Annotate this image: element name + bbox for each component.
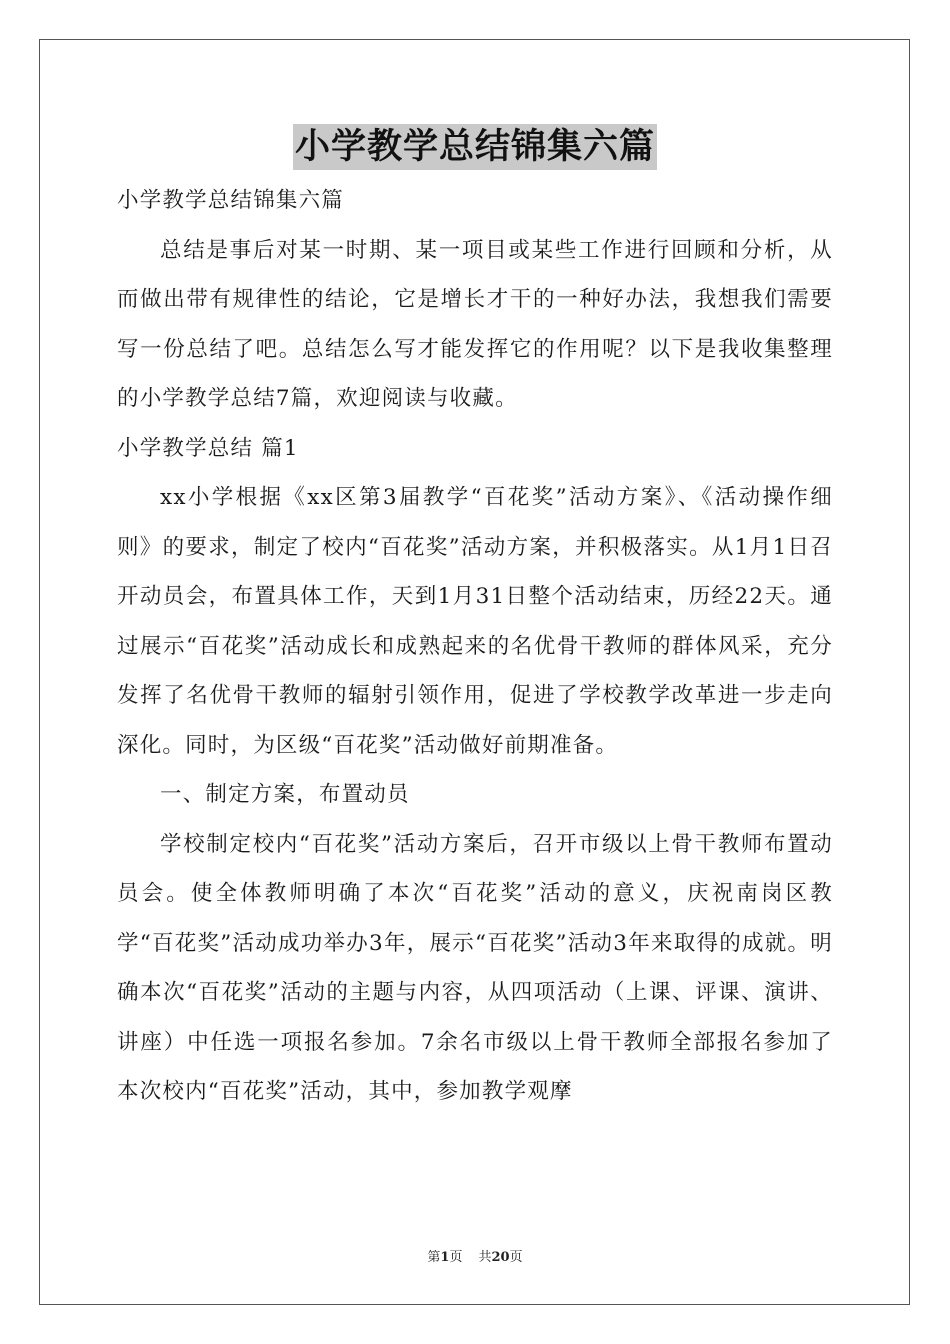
footer-page-number: 1	[440, 1250, 450, 1265]
footer-total-pages: 20	[491, 1250, 510, 1265]
footer-page-suffix: 页	[449, 1250, 463, 1265]
paragraph: xx小学根据《xx区第3届教学“百花奖”活动方案》、《活动操作细则》的要求，制定了校内“百花奖”活动方案，并积极落实。从1月1日召开动员会，布置具体工作，天到1月31日整个活动结束，历经22天。通过展示“百花奖”活动成长和成熟起来的名优骨干教师的群体风采，充分发挥了名优骨干教师的辐射引领作用，促进了学校教学改革进一步走向深化。同时，为区级“百花奖”活动做好前期准备。	[117, 485, 833, 758]
footer-page-prefix: 第	[427, 1250, 441, 1265]
footer-total-suffix: 页	[509, 1250, 523, 1265]
paragraph: 学校制定校内“百花奖”活动方案后，召开市级以上骨干教师布置动员会。使全体教师明确了本次“百花奖”活动的意义，庆祝南岗区教学“百花奖”活动成功举办3年，展示“百花奖”活动3年来取得的成就。明确本次“百花奖”活动的主题与内容，从四项活动（上课、评课、演讲、讲座）中任选一项报名参加。7余名市级以上骨干教师全部报名参加了本次校内“百花奖”活动，其中，参加教学观摩	[117, 831, 833, 1104]
document-title: 小学教学总结锦集六篇	[293, 124, 657, 170]
title-container	[0, 124, 950, 170]
paragraph: 小学教学总结 篇1	[117, 435, 299, 461]
document-body	[117, 176, 833, 1117]
paragraph: 一、制定方案，布置动员	[160, 782, 410, 807]
paragraph: 总结是事后对某一时期、某一项目或某些工作进行回顾和分析，从而做出带有规律性的结论，它是增长才干的一种好办法，我想我们需要写一份总结了吧。总结怎么写才能发挥它的作用呢？以下是我收集整理的小学教学总结7篇，欢迎阅读与收藏。	[117, 237, 833, 411]
footer-total-prefix: 共	[478, 1250, 492, 1265]
paragraph: 小学教学总结锦集六篇	[117, 188, 345, 213]
page-footer	[0, 1246, 950, 1265]
